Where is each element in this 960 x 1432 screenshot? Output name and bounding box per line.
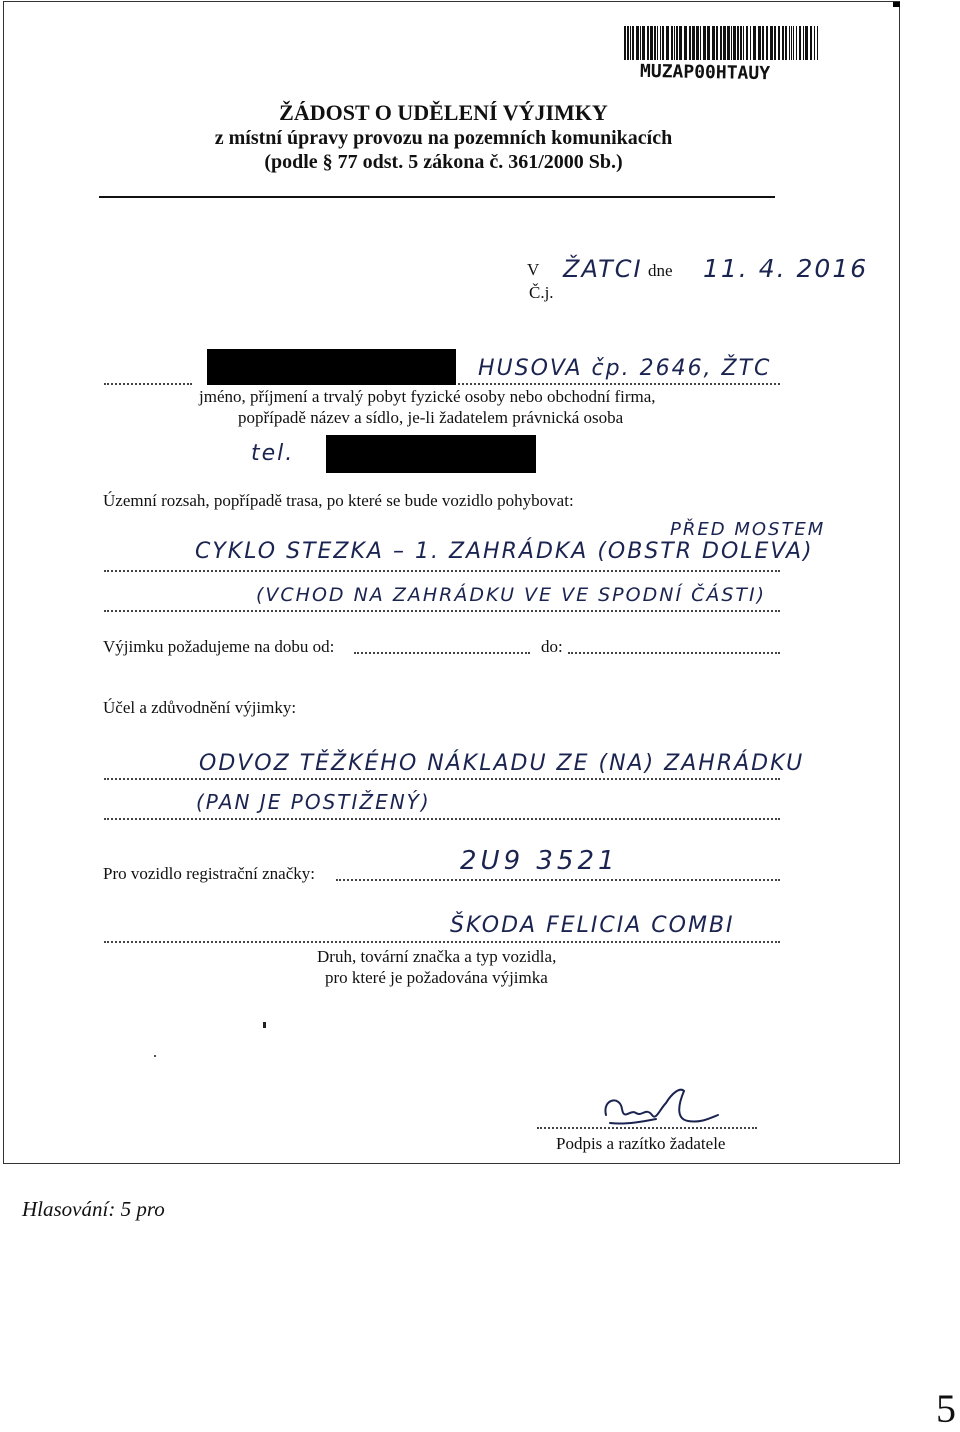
barcode-bar: [647, 26, 649, 60]
barcode-bar: [662, 26, 664, 60]
barcode-bar: [785, 26, 787, 60]
signature-dots: [537, 1127, 757, 1129]
barcode-bar: [817, 26, 818, 60]
barcode-bar: [640, 26, 641, 60]
barcode-bar: [624, 26, 626, 60]
barcode-bar: [766, 26, 768, 60]
vote-caption: Hlasování: 5 pro: [22, 1197, 165, 1221]
barcode-bar: [796, 26, 797, 60]
barcode-bar: [743, 26, 744, 60]
date-value: 11. 4. 2016: [703, 254, 869, 283]
plate-label: Pro vozidlo registrační značky:: [103, 864, 315, 883]
barcode-bar: [707, 26, 710, 60]
route-dots-2: [104, 610, 780, 612]
barcode-bar: [810, 26, 812, 60]
barcode-bar: [716, 26, 718, 60]
barcode-bar: [723, 26, 726, 60]
route-line2: (VCHOD NA ZAHRÁDKU VE VE SPODNÍ ČÁSTI): [256, 584, 767, 606]
applicant-dots-right: [458, 383, 780, 385]
route-dots-1: [104, 570, 780, 572]
scanned-document: [3, 1, 900, 1164]
barcode-bar: [750, 26, 751, 60]
purpose-line2: (PAN JE POSTIŽENÝ): [196, 790, 431, 814]
place-value: ŽATCI: [563, 255, 643, 283]
phone-label: tel.: [251, 441, 295, 466]
scan-speck: [154, 1055, 156, 1057]
purpose-line1: ODVOZ TĚŽKÉHO NÁKLADU ZE (NA) ZAHRÁDKU: [199, 751, 805, 776]
barcode-bar: [733, 26, 736, 60]
date-label: dne: [648, 261, 673, 280]
redacted-phone: [326, 435, 536, 473]
route-insert: PŘED MOSTEM: [670, 519, 826, 540]
barcode-bar: [814, 26, 815, 60]
plate-value: 2U9 3521: [460, 846, 619, 876]
barcode-bar: [696, 26, 699, 60]
barcode-bar: [700, 26, 701, 60]
barcode-bar: [660, 26, 661, 60]
reference-label: Č.j.: [529, 283, 554, 302]
applicant-address: HUSOVA čp. 2646, ŽTC: [478, 356, 772, 381]
place-label: V: [527, 260, 540, 279]
barcode-bar: [799, 26, 801, 60]
vehicle-type-dots: [104, 941, 780, 943]
barcode-bar: [657, 26, 658, 60]
barcode-bar: [803, 26, 804, 60]
period-from-label: Výjimku požadujeme na dobu od:: [103, 637, 335, 656]
barcode-bar: [627, 26, 629, 60]
period-from-dots: [354, 652, 530, 654]
vehicle-type-label-line2: pro které je požadována výjimka: [325, 968, 548, 987]
purpose-dots-2: [104, 818, 780, 820]
barcode-bar: [789, 26, 790, 60]
scan-corner-mark: [893, 2, 900, 7]
barcode-bar: [692, 26, 695, 60]
signature-label: Podpis a razítko žadatele: [556, 1134, 726, 1153]
barcode-bar: [762, 26, 764, 60]
barcode-bar: [770, 26, 773, 60]
period-to-dots: [568, 652, 780, 654]
barcode-bar: [674, 26, 675, 60]
barcode-text: MUZAP00HTAUY: [639, 60, 771, 85]
barcode-bar: [636, 26, 639, 60]
applicant-label-line1: jméno, příjmení a trvalý pobyt fyzické osoby nebo obchodní firma,: [199, 387, 656, 406]
barcode-bar: [689, 26, 691, 60]
barcode-bar: [632, 26, 634, 60]
barcode-bar: [684, 26, 687, 60]
barcode-bar: [654, 26, 656, 60]
barcode-bar: [642, 26, 645, 60]
vehicle-type-label-line1: Druh, tovární značka a typ vozidla,: [317, 947, 557, 966]
barcode-bar: [746, 26, 748, 60]
barcode-bar: [712, 26, 715, 60]
barcode-bar: [793, 26, 794, 60]
barcode-bar: [676, 26, 678, 60]
scan-speck: [263, 1022, 266, 1028]
barcode-bar: [666, 26, 669, 60]
barcode-bar: [778, 26, 780, 60]
barcode-bar: [758, 26, 761, 60]
page-number: 5: [936, 1386, 956, 1431]
form-law-reference: (podle § 77 odst. 5 zákona č. 361/2000 Sb.): [264, 151, 623, 173]
barcode-bar: [650, 26, 653, 60]
barcode-bar: [805, 26, 808, 60]
barcode-bar: [731, 26, 732, 60]
form-title: ŽÁDOST O UDĚLENÍ VÝJIMKY: [279, 100, 608, 125]
purpose-label: Účel a zdůvodnění výjimky:: [103, 698, 297, 717]
vehicle-type-value: ŠKODA FELICIA COMBI: [450, 913, 735, 938]
barcode-bar: [753, 26, 756, 60]
barcode-bar: [727, 26, 730, 60]
plate-dots: [336, 879, 780, 881]
form-subtitle: z místní úpravy provozu na pozemních komunikacích: [214, 127, 673, 149]
barcode-bar: [774, 26, 776, 60]
barcode-bar: [720, 26, 722, 60]
route-line1: CYKLO STEZKA – 1. ZAHRÁDKA (OBSTR DOLEVA): [195, 539, 814, 564]
barcode-bar: [671, 26, 673, 60]
applicant-dots-left: [104, 383, 192, 385]
applicant-label-line2: popřípadě název a sídlo, je-li žadatelem právnická osoba: [238, 408, 624, 427]
route-label: Územní rozsah, popřípadě trasa, po které se bude vozidlo pohybovat:: [103, 491, 574, 510]
barcode-bar: [782, 26, 784, 60]
period-to-label: do:: [541, 637, 563, 656]
barcode-bar: [630, 26, 631, 60]
title-rule: [99, 196, 775, 198]
barcode-bar: [740, 26, 742, 60]
barcode-bar: [679, 26, 682, 60]
barcode-bar: [791, 26, 792, 60]
purpose-dots-1: [104, 778, 780, 780]
barcode-bar: [737, 26, 739, 60]
barcode-bar: [703, 26, 706, 60]
redacted-name: [207, 349, 456, 385]
